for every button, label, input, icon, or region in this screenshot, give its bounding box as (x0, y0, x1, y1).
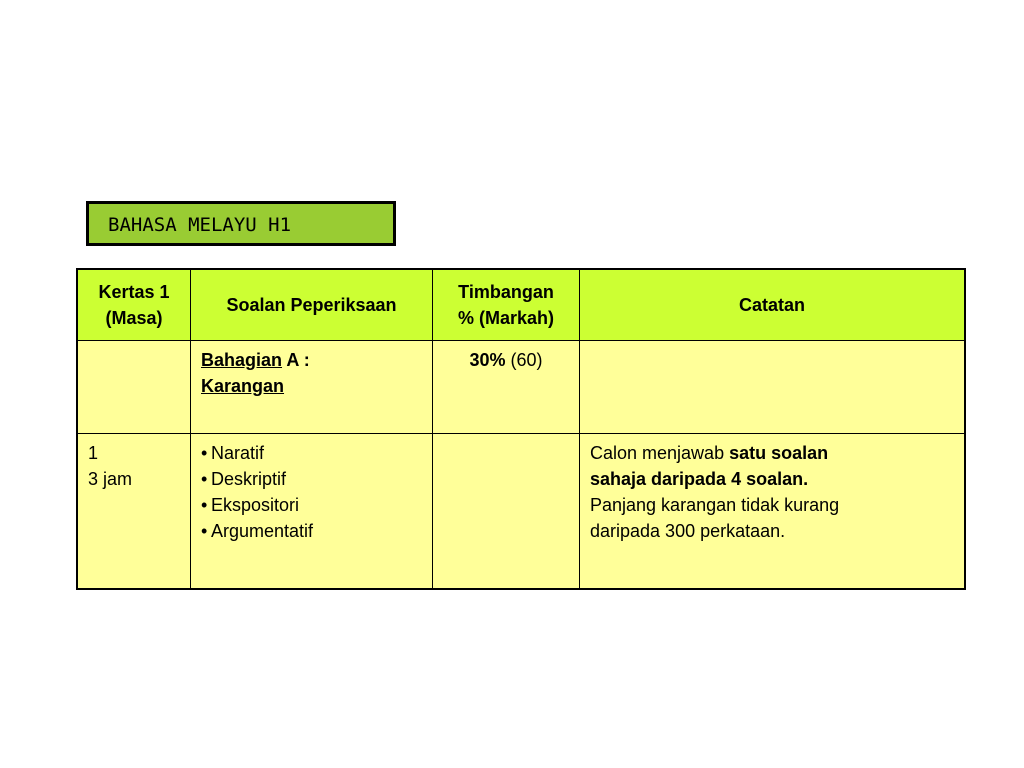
header-catatan-label: Catatan (738, 295, 805, 315)
table-row (77, 341, 965, 434)
header-masa-label: (Masa) (105, 308, 163, 328)
remarks-bold1: satu soalan (729, 443, 829, 463)
row1-timbangan-cell (433, 341, 580, 434)
weight-percent: 30% (469, 350, 506, 370)
header-catatan (580, 269, 966, 341)
remarks-line4: daripada 300 perkataan. (590, 521, 786, 541)
table-header-row (77, 269, 965, 341)
section-title (191, 341, 432, 399)
header-soalan (191, 269, 433, 341)
header-timbangan (433, 269, 580, 341)
remarks-line3: Panjang karangan tidak kurang (590, 495, 840, 515)
bullet-icon: • (201, 443, 208, 463)
row2-kertas-cell (77, 434, 191, 590)
bullet-icon: • (201, 495, 208, 515)
row2-soalan-cell (191, 434, 433, 590)
row1-kertas-cell (77, 341, 191, 434)
paper-number: 1 (88, 443, 99, 463)
header-soalan-label: Soalan Peperiksaan (226, 295, 397, 315)
exam-structure-table (76, 268, 966, 590)
section-word: Bahagian (201, 350, 283, 370)
row2-timbangan-cell (433, 434, 580, 590)
list-item (201, 492, 422, 518)
subject-title: BAHASA MELAYU H1 (108, 213, 292, 236)
remarks-text (580, 434, 964, 544)
section-rest: A : (282, 350, 310, 370)
bullet-icon: • (201, 521, 208, 541)
list-item-label: Argumentatif (211, 521, 314, 541)
header-kertas (77, 269, 191, 341)
list-item-label: Ekspositori (211, 495, 300, 515)
paper-duration: 3 jam (88, 469, 133, 489)
weight-marks: (60) (505, 350, 543, 370)
paper-info (78, 434, 190, 492)
list-item (201, 466, 422, 492)
list-item-label: Deskriptif (211, 469, 287, 489)
remarks-bold2: sahaja daripada 4 soalan. (590, 469, 809, 489)
remarks-part1: Calon menjawab (590, 443, 730, 463)
table-row (77, 434, 965, 590)
bullet-icon: • (201, 469, 208, 489)
list-item (201, 440, 422, 466)
row1-catatan-cell (580, 341, 966, 434)
row1-soalan-cell (191, 341, 433, 434)
section-name: Karangan (201, 376, 285, 396)
essay-types-list (191, 434, 432, 544)
weight-value (433, 341, 579, 373)
subject-title-box (86, 201, 396, 246)
header-timbangan-label: Timbangan (458, 282, 554, 302)
header-markah-label: % (Markah) (457, 308, 555, 328)
list-item-label: Naratif (211, 443, 265, 463)
list-item (201, 518, 422, 544)
header-kertas-label: Kertas 1 (98, 282, 170, 302)
row2-catatan-cell (580, 434, 966, 590)
